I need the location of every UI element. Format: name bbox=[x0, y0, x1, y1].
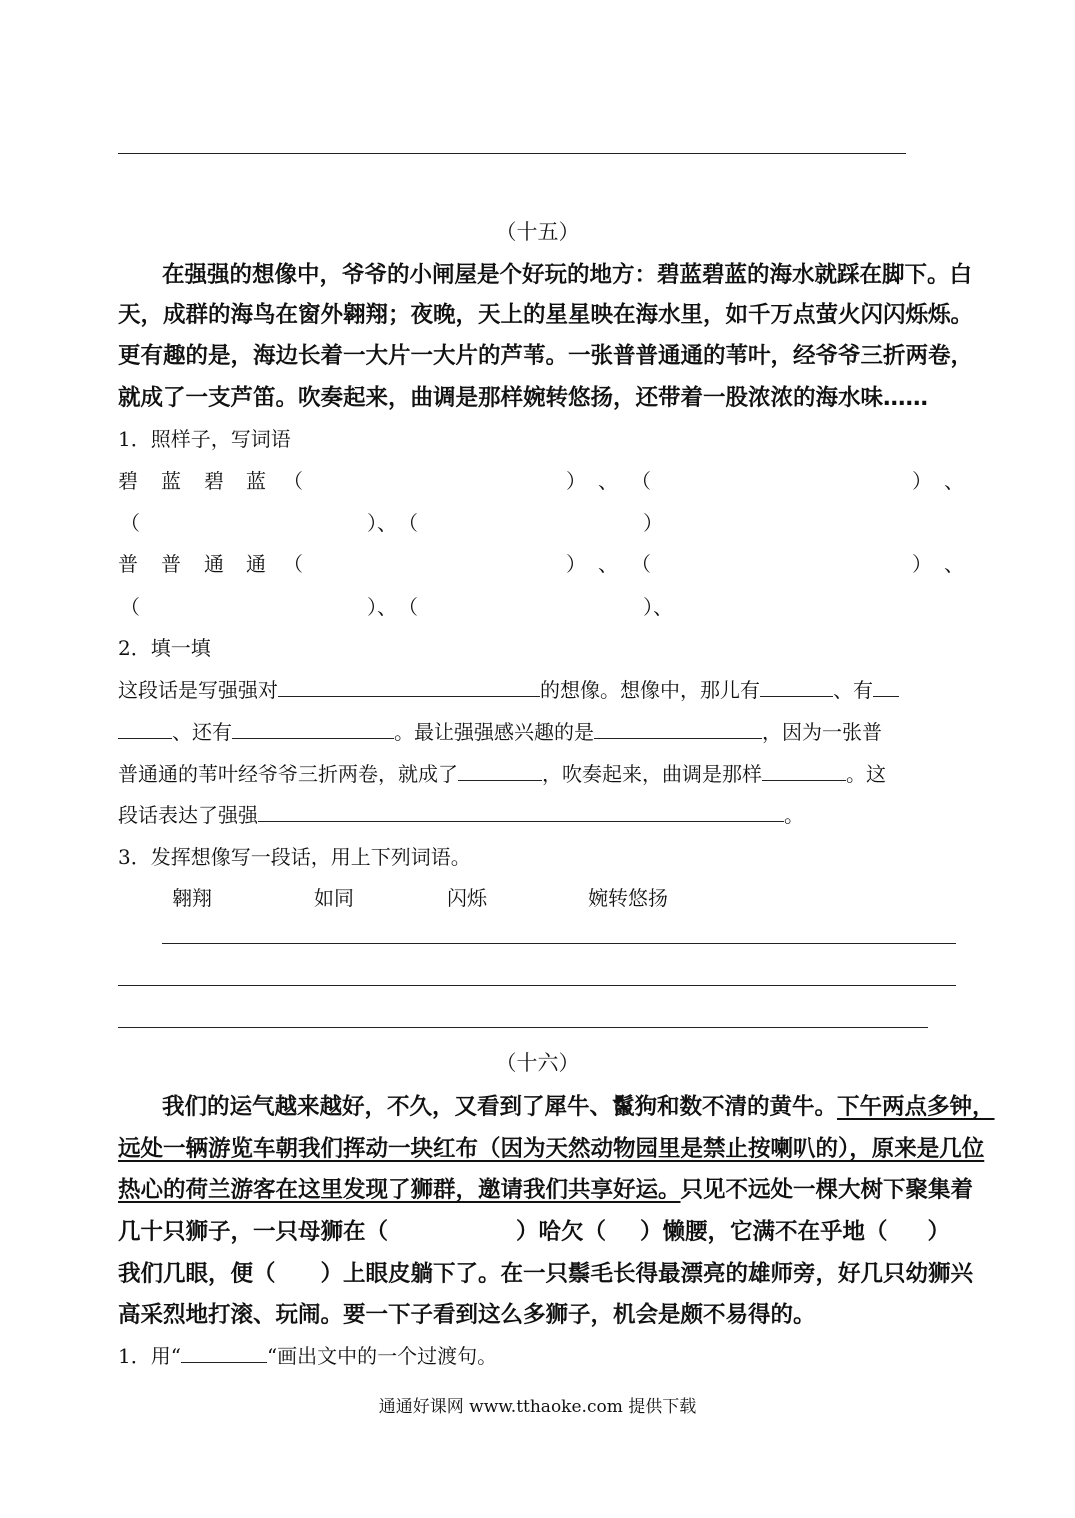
separator: 、 bbox=[944, 552, 964, 576]
q3-word: 婉转悠扬 bbox=[588, 886, 668, 910]
q2-line-4: 段话表达了强强 。 bbox=[118, 803, 804, 827]
paren-open: （ bbox=[283, 552, 303, 576]
paren-close: ） bbox=[566, 469, 586, 493]
paren-close: ）、 bbox=[367, 595, 397, 619]
passage-16-line-5: 我们几眼，便（ ）上眼皮躺下了。在一只鬃毛长得最漂亮的雄师旁，好几只幼狮兴 bbox=[118, 1261, 974, 1287]
footer-credit: 通通好课网 www.tthaoke.com 提供下载 bbox=[378, 1397, 697, 1417]
passage-15-line-1: 在强强的想像中，爷爷的小闸屋是个好玩的地方：碧蓝碧蓝的海水就踩在脚下。白 bbox=[162, 262, 973, 288]
paren-close: ） bbox=[912, 469, 932, 493]
writing-line[interactable] bbox=[162, 943, 956, 944]
q3-word: 如同 bbox=[314, 886, 354, 910]
blank[interactable] bbox=[594, 718, 762, 739]
paren-open: （ bbox=[283, 469, 303, 493]
paren-open: （ bbox=[120, 595, 140, 619]
paren-close: ）、 bbox=[367, 511, 397, 535]
blank[interactable] bbox=[181, 1342, 267, 1363]
passage-15-line-3: 更有趣的是，海边长着一大片一大片的芦苇。一张普普通通的苇叶，经爷爷三折两卷， bbox=[118, 343, 974, 369]
paren-close: ） bbox=[643, 511, 663, 535]
top-answer-line bbox=[118, 153, 906, 154]
q2-label: 2．填一填 bbox=[118, 636, 211, 660]
passage-16-line-3: 热心的荷兰游客在这里发现了狮群，邀请我们共享好运。只见不远处一棵大树下聚集着 bbox=[118, 1177, 974, 1203]
separator: 、 bbox=[598, 552, 618, 576]
section-16-title: （十六） bbox=[495, 1051, 580, 1075]
paren-open: （ bbox=[120, 511, 140, 535]
blank[interactable] bbox=[760, 676, 833, 697]
passage-16-line-6: 高采烈地打滚、玩闹。要一下子看到这么多狮子，机会是颇不易得的。 bbox=[118, 1302, 816, 1328]
passage-15-line-4: 就成了一支芦笛。吹奏起来，曲调是那样婉转悠扬，还带着一股浓浓的海水味…… bbox=[118, 385, 929, 411]
blank[interactable] bbox=[118, 718, 172, 739]
separator: 、 bbox=[944, 469, 964, 493]
q2-line-2: 、还有 。最让强强感兴趣的是 ，因为一张普 bbox=[118, 716, 882, 745]
q2-line-1: 这段话是写强强对 的想像。想像中，那儿有 、有 bbox=[118, 674, 899, 703]
q3-label: 3．发挥想像写一段话，用上下列词语。 bbox=[118, 845, 471, 869]
q1-label: 1．照样子，写词语 bbox=[118, 427, 291, 451]
paren-open: （ bbox=[631, 552, 651, 576]
blank[interactable] bbox=[873, 676, 899, 697]
q3-word: 翱翔 bbox=[172, 886, 212, 910]
blank[interactable] bbox=[258, 801, 784, 822]
writing-line[interactable] bbox=[118, 985, 956, 986]
paren-open: （ bbox=[398, 595, 418, 619]
q2-line-3: 普通通的苇叶经爷爷三折两卷，就成了 ，吹奏起来，曲调是那样 。这 bbox=[118, 762, 886, 786]
paren-close: ） bbox=[912, 552, 932, 576]
blank[interactable] bbox=[458, 760, 542, 781]
q16-1: 1．用“ “画出文中的一个过渡句。 bbox=[118, 1344, 498, 1368]
blank[interactable] bbox=[762, 760, 846, 781]
paren-close: ）、 bbox=[643, 595, 673, 619]
paren-close: ） bbox=[566, 552, 586, 576]
passage-16-line-2: 远处一辆游览车朝我们挥动一块红布（因为天然动物园里是禁止按喇叭的），原来是几位 bbox=[118, 1136, 985, 1162]
writing-line[interactable] bbox=[118, 1027, 928, 1028]
q3-word: 闪烁 bbox=[447, 886, 487, 910]
blank[interactable] bbox=[232, 718, 394, 739]
passage-16-line-1: 我们的运气越来越好，不久，又看到了犀牛、鬣狗和数不清的黄牛。下午两点多钟， bbox=[162, 1094, 995, 1120]
section-15-title: （十五） bbox=[495, 220, 580, 244]
paren-open: （ bbox=[398, 511, 418, 535]
passage-15-line-2: 天，成群的海鸟在窗外翱翔；夜晚，天上的星星映在海水里，如千万点萤火闪闪烁烁。 bbox=[118, 302, 974, 328]
blank[interactable] bbox=[278, 676, 540, 697]
separator: 、 bbox=[598, 469, 618, 493]
passage-16-line-4: 几十只狮子，一只母狮在（ ）哈欠（ ）懒腰，它满不在乎地（ ） bbox=[118, 1219, 951, 1245]
paren-open: （ bbox=[631, 469, 651, 493]
